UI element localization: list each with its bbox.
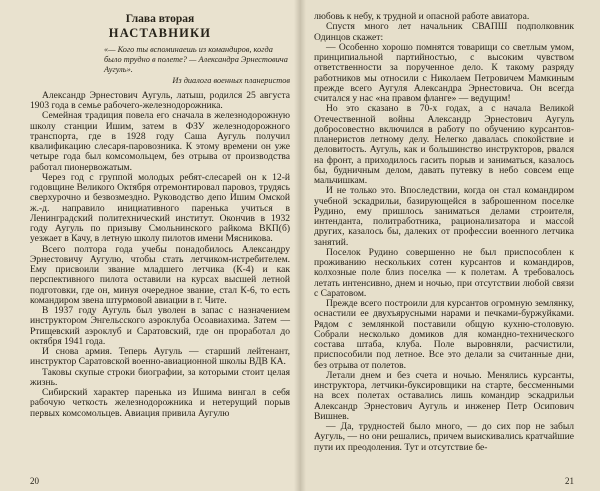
paragraph: Таковы скупые строки биографии, за которыми стоит целая жизнь. — [30, 366, 290, 388]
chapter-title: НАСТАВНИКИ — [108, 26, 212, 40]
paragraph: Спустя много лет начальник СВАПШ подполковник Одинцов скажет: — [314, 21, 574, 43]
paragraph: Александр Эрнестович Аугуль, латыш, родился 25 августа 1903 года в семье рабочего-железнодорожника. — [30, 89, 290, 112]
book-gutter-shadow — [294, 0, 306, 491]
left-body-text — [30, 91, 290, 419]
paragraph: В 1937 году Аугуль был уволен в запас с назначением инструктором Энгельсского аэроклуба Осоавиахима. Затем — Ртищевский аэроклуб и Саратовский, где он проработал до октября 1941 года. — [30, 305, 290, 347]
paragraph: Прежде всего построили для курсантов огромную землянку, оснастили ее двухъярусными нарами и печками-буржуйками. Рядом с землянкой поставили общую кухню-столовую. Собрали несколько домиков для командно-технического состава штаба, клуба. Поле выровняли, расчистили, приспособили под летное. Все это делали за считанные дни, без отрыва от полетов. — [314, 298, 574, 371]
page-number-left: 20 — [30, 476, 39, 486]
paragraph: Всего полтора года учебы понадобилось Александру Эрнестовичу Аугулю, чтобы стать летчиком-истребителем. Ему присвоили звание младшего летчика (К-4) и как перспективного пилота оставили на курсах высшей летной подготовки, где он, минуя очередное звание, стал К-6, то есть командиром звена штурмовой авиации в г. Чите. — [30, 243, 290, 306]
epigraph-quote: «— Кого ты вспоминаешь из командиров, когда было трудно в полете? — Александра Эрнестовича Аугуль». — [104, 45, 288, 75]
epigraph — [104, 45, 290, 86]
paragraph: И снова армия. Теперь Аугуль — старший лейтенант, инструктор Саратовской военно-авиационной школы ВДВ КА. — [30, 346, 290, 368]
paragraph: Летали днем и без счета и ночью. Менялись курсанты, инструктора, летчики-буксировщики на старте, бессменными на всех полетах оставались лишь командир эскадрильи Александр Эрнестович Аугуль и инженер Петр Осипович Вишнев. — [314, 369, 574, 422]
paragraph: — Да, трудностей было много, — до сих пор не забыл Аугуль, — но они решались, причем выискивались кратчайшие пути их преодоления. Тут и отсутствие бе- — [314, 421, 574, 453]
paragraph: — Особенно хорошо помнятся товарищи со светлым умом, принципиальной партийностью, с высоким чувством ответственности за порученное дело. К такому разряду работников мы относили с Николаем Петровичем Мамкиным прежде всего Аугуля Александра Эрнестовича. Он всегда считался у нас «на правом фланге» — ведущим! — [314, 41, 574, 104]
right-body-text — [314, 12, 574, 453]
paragraph: любовь к небу, к трудной и опасной работе авиатора. — [314, 11, 530, 22]
page-number-right: 21 — [565, 476, 574, 486]
paragraph: Через год с группой молодых ребят-слесарей он к 12-й годовщине Великого Октября отремонтировал паровоз, трудясь сверхурочно и безвозмездно. Руководство депо Ишим Омской ж.-д. направило инициативного паренька учиться в Ленинградский политехнический институт. Окончив в 1932 году Аугуль по призыву Смольнинского райкома ВКП(б) уезжает в Качу, в летную школу пилотов имени Мясникова. — [30, 171, 290, 245]
paragraph: И не только это. Впоследствии, когда он стал командиром учебной эскадрильи, базирующейся в заброшенном поселке Рудино, ему пришлось заниматься делами строителя, интенданта, политработника, рационализатора и массой других, казалось бы, далеких от профессии военного летчика занятий. — [314, 185, 574, 248]
right-page — [300, 0, 600, 491]
paragraph: Но это сказано в 70-х годах, а с начала Великой Отечественной войны Александр Эрнестович Аугуль добросовестно включился в работу по обучению курсантов-планеристов летному делу. Нелегко давалась спокойствие и деловитость. Аугуль, как и большинство инструкторов, рвался на фронт, а приходилось гасить порыв и заниматься, казалось бы, будничным делом, давать путевку в небо совсем еще мальчишкам. — [314, 103, 574, 186]
paragraph: Семейная традиция повела его сначала в железнодорожную школу станции Ишим, затем в ФЗУ железнодорожного транспорта, где в 1928 году Саша Аугуль получил квалификацию слесаря-паровозника. К этому времени он уже четыре года был комсомольцем, без отрыва от производства работал пионервожатым. — [30, 110, 290, 173]
epigraph-source: Из диалога военных планеристов — [172, 75, 290, 85]
chapter-number: Глава вторая — [125, 13, 195, 25]
paragraph: Поселок Рудино совершенно не был приспособлен к проживанию нескольких сотен курсантов и командиров, колхозные поле близ поселка — к полетам. А требовалось летать интенсивно, днем и ночью, при отсутствии любой связи с Саратовом. — [314, 246, 574, 299]
paragraph: Сибирский характер паренька из Ишима вингал в себя рабочую четкость железнодорожника и нетерущий порыв первых комсомольцев. Авиация привила Аугулю — [30, 387, 290, 419]
